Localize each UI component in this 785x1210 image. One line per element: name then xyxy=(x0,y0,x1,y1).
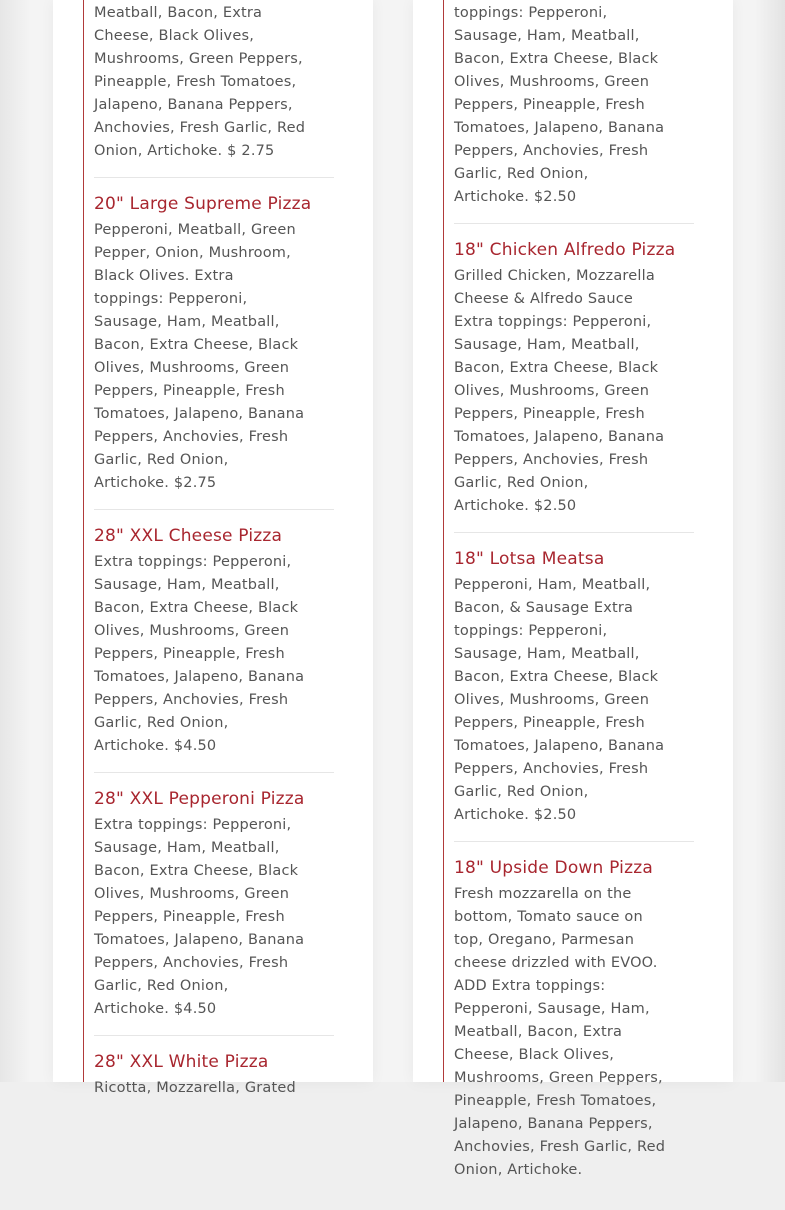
menu-item xyxy=(454,238,694,533)
menu-item-description: Extra toppings: Pepperoni, Sausage, Ham, Meatball, Bacon, Extra Cheese, Black Olives, Mushrooms, Green Peppers, Pineapple, Fresh Tomatoes, Jalapeno, Banana Peppers, Anchovies, Fresh Garlic, Red Onion, Artichoke. $4.50 xyxy=(94,817,305,1017)
menu-item-description: Pepperoni, Ham, Meatball, Bacon, & Sausage Extra toppings: Pepperoni, Sausage, Ham, Meatball, Bacon, Extra Cheese, Black Olives, Mushrooms, Green Peppers, Pineapple, Fresh Tomatoes, Jalapeno, Banana Peppers, Anchovies, Fresh Garlic, Red Onion, Artichoke. $2.50 xyxy=(454,577,665,823)
menu-item xyxy=(94,787,334,1036)
menu-item-description: Fresh mozzarella on the bottom, Tomato sauce on top, Oregano, Parmesan cheese drizzled with EVOO. ADD Extra toppings: Pepperoni, Sausage, Ham, Meatball, Bacon, Extra Cheese, Black Olives, Mushrooms, Green Peppers, Pineapple, Fresh Tomatoes, Jalapeno, Banana Peppers, Anchovies, Fresh Garlic, Red Onion, Artichoke. xyxy=(454,886,666,1178)
menu-item-description: Pepperoni, Meatball, Green Pepper, Onion, Mushroom, Black Olives. Extra toppings: Pepperoni, Sausage, Ham, Meatball, Bacon, Extra Cheese, Black Olives, Mushrooms, Green Peppers, Pineapple, Fresh Tomatoes, Jalapeno, Banana Peppers, Anchovies, Fresh Garlic, Red Onion, Artichoke. $2.75 xyxy=(94,222,305,491)
menu-item-title: 18" Chicken Alfredo Pizza xyxy=(454,240,676,260)
menu-item xyxy=(94,524,334,773)
menu-item-description: Grilled Chicken, Mozzarella Cheese & Alfredo Sauce Extra toppings: Pepperoni, Sausage, Ham, Meatball, Bacon, Extra Cheese, Black Olives, Mushrooms, Green Peppers, Pineapple, Fresh Tomatoes, Jalapeno, Banana Peppers, Anchovies, Fresh Garlic, Red Onion, Artichoke. $2.50 xyxy=(454,268,665,514)
menu-column-left xyxy=(94,0,334,1128)
menu-item xyxy=(94,192,334,510)
menu-item-description: Meatball, Bacon, Extra Cheese, Black Olives, Mushrooms, Green Peppers, Pineapple, Fresh Tomatoes, Jalapeno, Banana Peppers, Anchovies, Fresh Garlic, Red Onion, Artichoke. $ 2.75 xyxy=(94,5,306,159)
menu-item xyxy=(454,856,694,1196)
menu-item-title: 18" Lotsa Meatsa xyxy=(454,549,605,569)
card-accent-rule-right xyxy=(443,0,444,1082)
menu-column-right xyxy=(454,0,694,1210)
menu-item-title: 20" Large Supreme Pizza xyxy=(94,194,312,214)
menu-item-title: 28" XXL Cheese Pizza xyxy=(94,526,283,546)
menu-item xyxy=(94,1050,334,1114)
menu-item-description: Extra toppings: Pepperoni, Sausage, Ham, Meatball, Bacon, Extra Cheese, Black Olives, Mushrooms, Green Peppers, Pineapple, Fresh Tomatoes, Jalapeno, Banana Peppers, Anchovies, Fresh Garlic, Red Onion, Artichoke. $4.50 xyxy=(94,554,305,754)
menu-item xyxy=(454,0,694,224)
card-accent-rule-left xyxy=(83,0,84,1082)
menu-item xyxy=(94,0,334,178)
menu-item-title: 28" XXL White Pizza xyxy=(94,1052,269,1072)
menu-item-description: Ricotta, Mozzarella, Grated xyxy=(94,1080,296,1096)
menu-item xyxy=(454,547,694,842)
menu-item-title: 28" XXL Pepperoni Pizza xyxy=(94,789,305,809)
menu-item-title: 18" Upside Down Pizza xyxy=(454,858,653,878)
menu-item-description: toppings: Pepperoni, Sausage, Ham, Meatball, Bacon, Extra Cheese, Black Olives, Mushrooms, Green Peppers, Pineapple, Fresh Tomatoes, Jalapeno, Banana Peppers, Anchovies, Fresh Garlic, Red Onion, Artichoke. $2.50 xyxy=(454,5,665,205)
